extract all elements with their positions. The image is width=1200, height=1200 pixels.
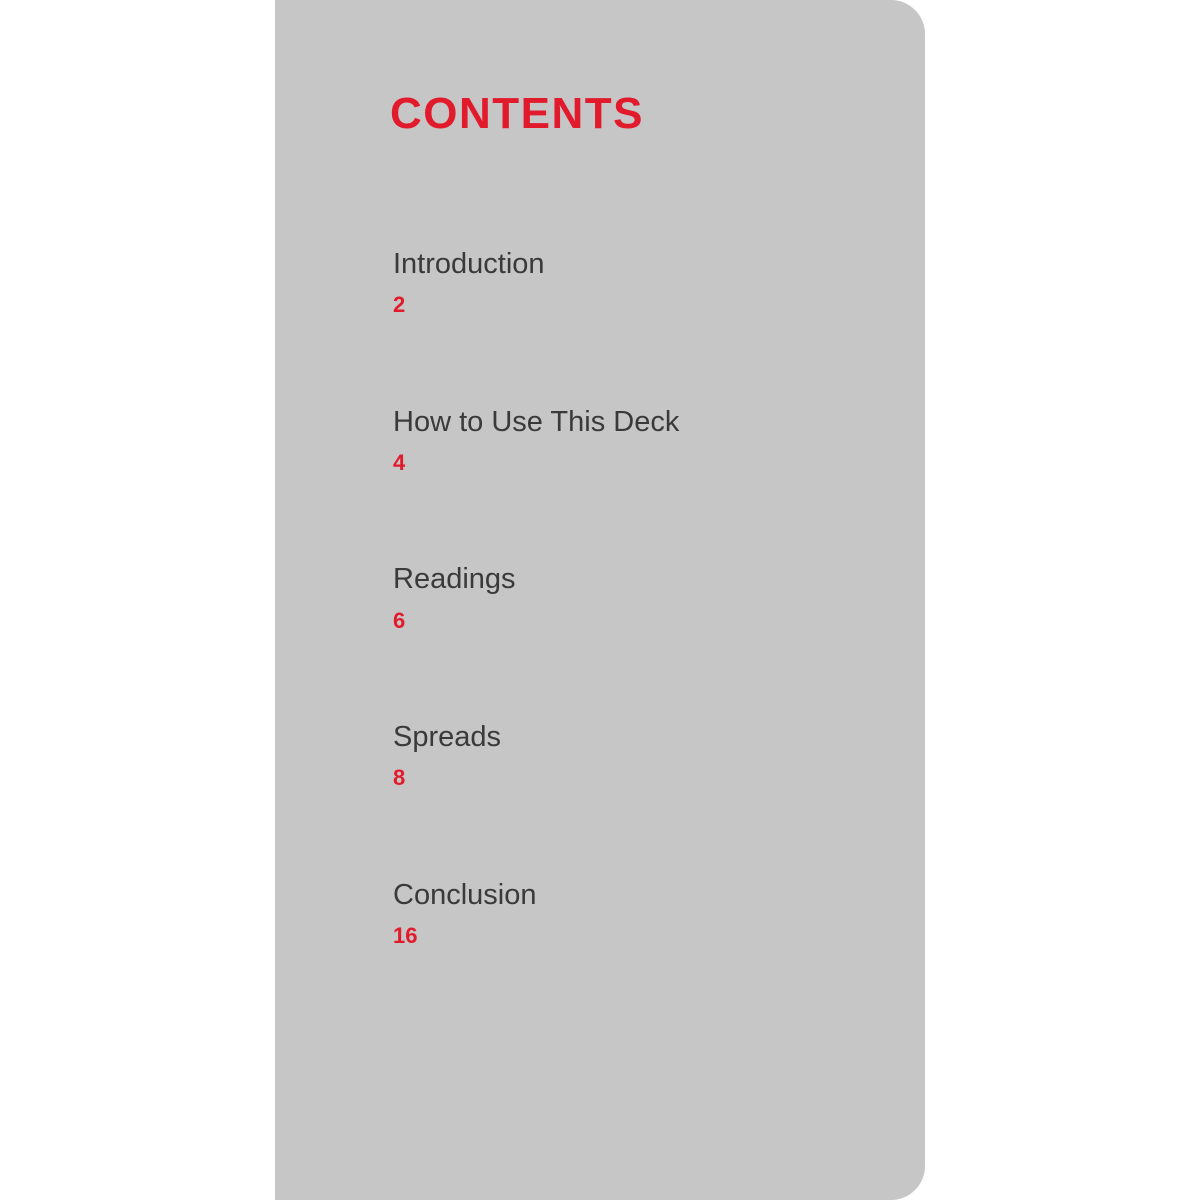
toc-entry-label: Readings bbox=[393, 563, 516, 596]
list-item bbox=[393, 248, 893, 318]
list-item bbox=[393, 879, 893, 949]
list-item bbox=[393, 563, 893, 633]
toc-entry-label: Conclusion bbox=[393, 878, 537, 911]
toc-entry-page-number: 6 bbox=[393, 607, 406, 633]
toc-entry-label: How to Use This Deck bbox=[393, 405, 680, 438]
toc-entry-label: Introduction bbox=[393, 248, 545, 280]
toc-entry-label: Spreads bbox=[393, 720, 502, 753]
page-title: CONTENTS bbox=[390, 89, 644, 138]
toc-entry-page-number: 16 bbox=[393, 922, 418, 948]
toc-entry-page-number: 8 bbox=[393, 765, 406, 791]
table-of-contents bbox=[393, 248, 893, 948]
booklet-contents-page bbox=[275, 0, 925, 1200]
toc-entry-page-number: 2 bbox=[393, 292, 406, 318]
list-item bbox=[393, 721, 893, 791]
toc-entry-page-number: 4 bbox=[393, 449, 406, 475]
list-item bbox=[393, 406, 893, 476]
